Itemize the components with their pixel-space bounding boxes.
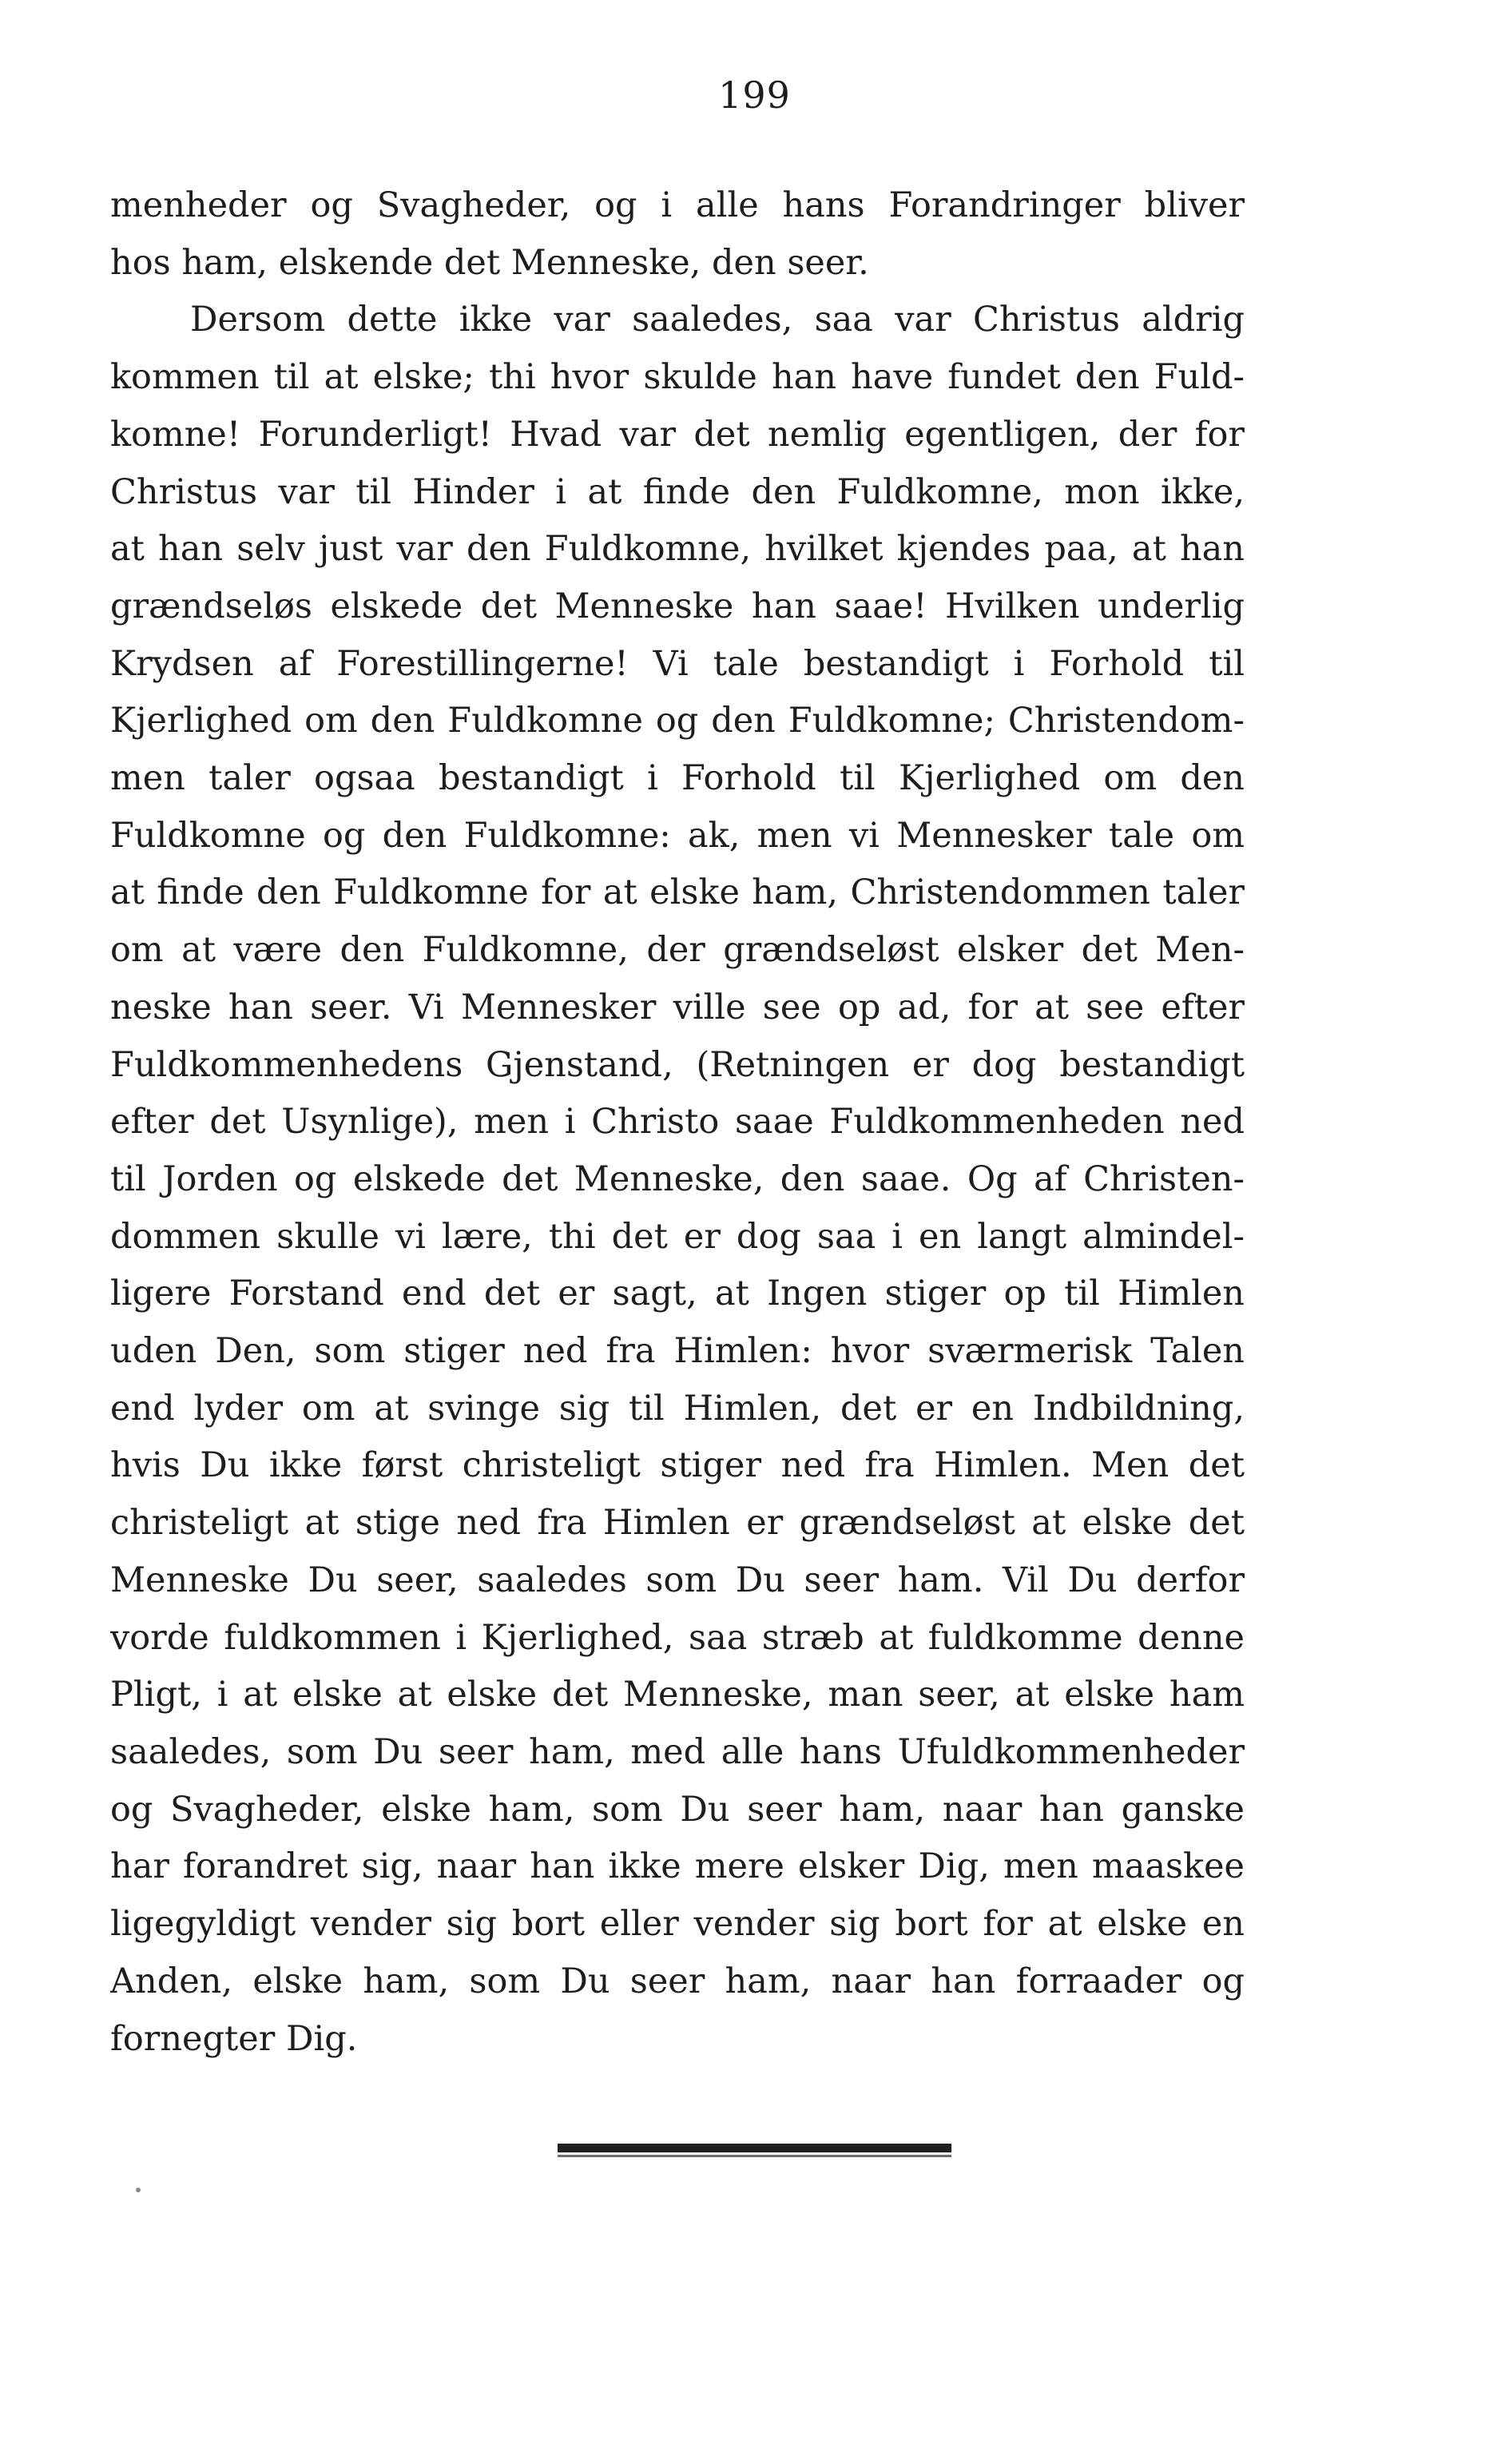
text-line: vorde fuldkommen i Kjerlighed, saa stræb at fuldkomme denne (110, 1617, 1245, 1658)
text-line: og Svagheder, elske ham, som Du seer ham, naar han ganske (110, 1789, 1245, 1830)
chapter-end-rule (558, 2144, 951, 2152)
text-line: Fuldkomne og den Fuldkomne: ak, men vi Mennesker tale om (110, 815, 1245, 856)
text-line: Pligt, i at elske at elske det Menneske, man seer, at elske ham (110, 1675, 1245, 1715)
text-line: neske han seer. Vi Mennesker ville see op ad, for at see efter (110, 987, 1245, 1027)
text-line: kommen til at elske; thi hvor skulde han have fundet den Fuld- (110, 357, 1245, 398)
text-line: ligegyldigt vender sig bort eller vender sig bort for at elske en (110, 1904, 1245, 1945)
text-line: uden Den, som stiger ned fra Himlen: hvor sværmerisk Talen (110, 1331, 1245, 1372)
text-line: Menneske Du seer, saaledes som Du seer ham. Vil Du derfor (110, 1560, 1245, 1600)
text-line: fornegter Dig. (110, 2018, 358, 2059)
text-line: ligere Forstand end det er sagt, at Ingen stiger op til Himlen (110, 1274, 1245, 1314)
text-line: men taler ogsaa bestandigt i Forhold til Kjerlighed om den (110, 758, 1245, 799)
text-line: hvis Du ikke først christeligt stiger ned fra Himlen. Men det (110, 1445, 1245, 1486)
print-speck (136, 2188, 141, 2192)
text-line: Dersom dette ikke var saaledes, saa var Christus aldrig (190, 300, 1245, 340)
text-line: efter det Usynlige), men i Christo saae Fuldkommenheden ned (110, 1102, 1245, 1143)
text-line: Krydsen af Forestillingerne! Vi tale bestandigt i Forhold til (110, 643, 1245, 684)
text-line: at han selv just var den Fuldkomne, hvilket kjendes paa, at han (110, 529, 1245, 570)
body-text (110, 177, 1245, 2068)
text-line: om at være den Fuldkomne, der grændseløst elsker det Men- (110, 930, 1245, 971)
text-line: til Jorden og elskede det Menneske, den saae. Og af Christen- (110, 1158, 1245, 1199)
text-line: har forandret sig, naar han ikke mere elsker Dig, men maaskee (110, 1846, 1245, 1887)
text-line: end lyder om at svinge sig til Himlen, det er en Indbildning, (110, 1388, 1245, 1429)
text-line: hos ham, elskende det Menneske, den seer. (110, 242, 869, 283)
text-line: Kjerlighed om den Fuldkomne og den Fuldkomne; Christendom- (110, 701, 1245, 741)
text-line: menheder og Svagheder, og i alle hans Forandringer bliver (110, 185, 1245, 225)
text-line: Anden, elske ham, som Du seer ham, naar han forraader og (110, 1961, 1245, 2001)
text-line: dommen skulle vi lære, thi det er dog saa i en langt almindel- (110, 1216, 1245, 1257)
page-number: 199 (718, 74, 791, 117)
text-line: grændseløs elskede det Menneske han saae! Hvilken underlig (110, 586, 1245, 626)
text-line: saaledes, som Du seer ham, med alle hans Ufuldkommenheder (110, 1731, 1245, 1772)
text-line: Christus var til Hinder i at finde den Fuldkomne, mon ikke, (110, 471, 1245, 512)
text-line: Fuldkommenhedens Gjenstand, (Retningen er dog bestandigt (110, 1044, 1245, 1085)
text-line: komne! Forunderligt! Hvad var det nemlig egentligen, der for (110, 414, 1245, 455)
text-line: at finde den Fuldkomne for at elske ham, Christendommen taler (110, 872, 1245, 913)
text-line: christeligt at stige ned fra Himlen er grændseløst at elske det (110, 1503, 1245, 1544)
